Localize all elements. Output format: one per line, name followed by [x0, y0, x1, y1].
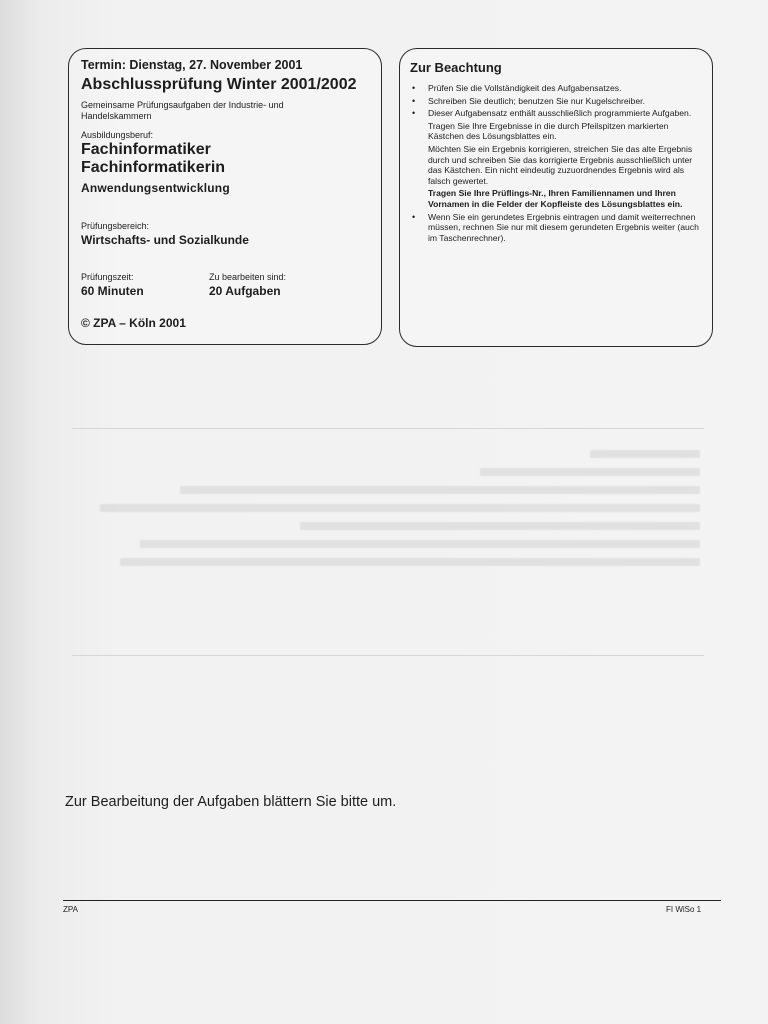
- zeit-label: Prüfungszeit:: [81, 272, 134, 282]
- note-item: • Wenn Sie ein gerundetes Ergebnis eintragen und damit weiterrechnen müssen, rechnen Sie nur mit diesem gerundeten Ergebnis weiter (auch im Taschenrechner).: [410, 212, 705, 244]
- fachrichtung: Anwendungsentwicklung: [81, 181, 230, 195]
- show-through-rule: [72, 428, 704, 429]
- turn-page-instruction: Zur Bearbeitung der Aufgaben blättern Sie bitte um.: [65, 794, 397, 810]
- exam-info-box: [68, 48, 382, 345]
- bereich-value: Wirtschafts- und Sozialkunde: [81, 233, 249, 247]
- note-item: Tragen Sie Ihre Ergebnisse in die durch Pfeilspitzen markierten Kästchen des Lösungsblattes ein.: [428, 120, 669, 142]
- bereich-label: Prüfungsbereich:: [81, 221, 150, 231]
- aufgaben-value: 20 Aufgaben: [209, 284, 281, 298]
- note-item: • Schreiben Sie deutlich; benutzen Sie nur Kugelschreiber.: [410, 96, 705, 107]
- note-item: Möchten Sie ein Ergebnis korrigieren, streichen Sie das alte Ergebnis durch und schreiben Sie das korrigierte Ergebnis ausschließlich unter das Kästchen. Ein nicht eindeutig zuzuordnendes Ergebnis wird als falsch gewertet.: [428, 143, 693, 186]
- exam-date: Termin: Dienstag, 27. November 2001: [81, 58, 303, 72]
- footer-publisher: ZPA: [63, 905, 78, 914]
- note-item: Tragen Sie Ihre Prüflings-Nr., Ihren Familiennamen und Ihren Vornamen in die Felder der Kopfleiste des Lösungsblattes ein.: [428, 188, 683, 209]
- beruf-label: Ausbildungsberuf:: [81, 130, 154, 140]
- beruf-female: Fachinformatikerin: [81, 159, 226, 176]
- note-item: • Prüfen Sie die Vollständigkeit des Aufgabensatzes.: [410, 83, 705, 94]
- copyright: © ZPA – Köln 2001: [81, 316, 186, 330]
- notes-heading: Zur Beachtung: [410, 60, 502, 75]
- notes-box: [399, 48, 713, 347]
- note-item: • Dieser Aufgabensatz enthält ausschließlich programmierte Aufgaben.: [410, 108, 705, 119]
- beruf-male: Fachinformatiker: [81, 141, 211, 158]
- zeit-value: 60 Minuten: [81, 284, 144, 298]
- exam-title: Abschlussprüfung Winter 2001/2002: [81, 76, 357, 93]
- footer-divider: [63, 900, 721, 901]
- notes-list: [410, 83, 705, 245]
- show-through-rule: [72, 655, 704, 656]
- exam-description: Gemeinsame Prüfungsaufgaben der Industrie- und Handelskammern: [81, 100, 284, 121]
- show-through-text: [100, 440, 710, 590]
- footer-code: FI WiSo 1: [666, 905, 702, 914]
- aufgaben-label: Zu bearbeiten sind:: [209, 272, 287, 282]
